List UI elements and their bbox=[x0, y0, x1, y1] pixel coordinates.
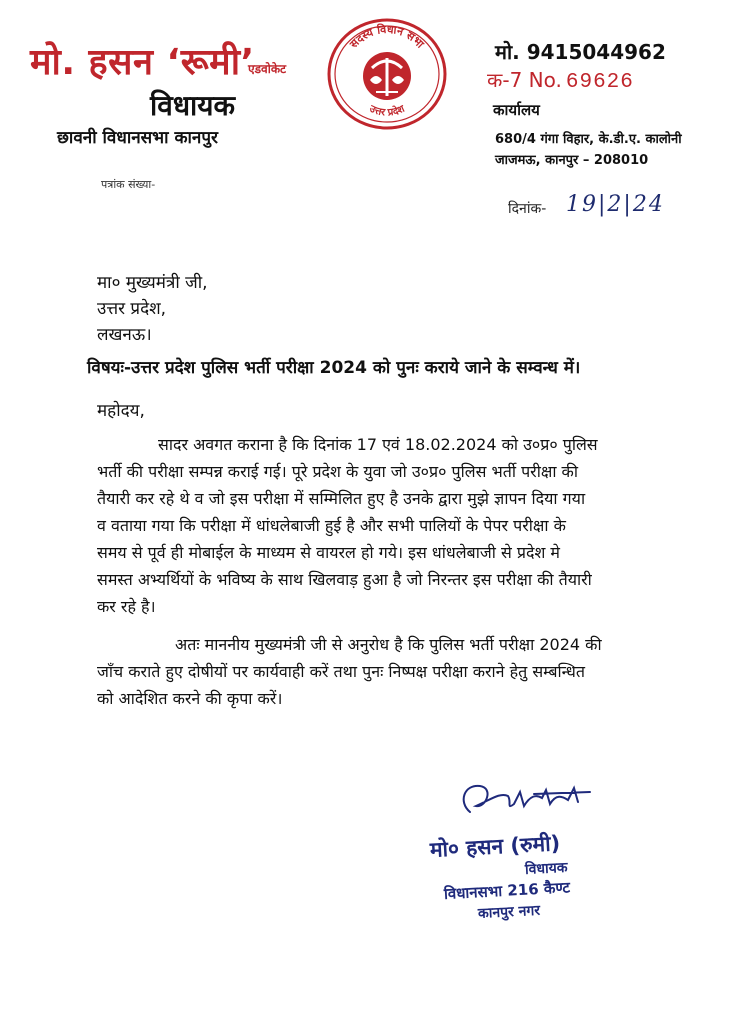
letterhead-office-label: कार्यालय bbox=[493, 101, 540, 119]
svg-text:उत्तर प्रदेश bbox=[367, 103, 408, 119]
up-emblem-icon bbox=[326, 18, 448, 130]
reg-number: 69626 bbox=[565, 71, 634, 94]
recipient-line1: मा० मुख्यमंत्री जी, bbox=[97, 273, 208, 293]
recipient-line2: उत्तर प्रदेश, bbox=[97, 299, 167, 319]
letterhead-constituency: छावनी विधानसभा कानपुर bbox=[57, 128, 218, 148]
reference-number-label: पत्रांक संख्या- bbox=[101, 178, 156, 191]
letter-subject: विषयः-उत्तर प्रदेश पुलिस भर्ती परीक्षा 2024 को पुनः कराये जाने के सम्वन्ध में। bbox=[87, 358, 581, 378]
paragraph1-line: व वताया गया कि परीक्षा में धांधलेबाजी हुई है और सभी पालियों के पेपर परीक्षा के bbox=[97, 516, 566, 535]
stamp-city: कानपुर नगर bbox=[477, 902, 541, 922]
emblem-text-bottom: उत्तर प्रदेश bbox=[367, 103, 407, 119]
letterhead-mobile: मो. 9415044962 bbox=[495, 40, 666, 64]
salutation: महोदय, bbox=[97, 401, 145, 421]
emblem-text-top: सदस्य विधान सभा bbox=[347, 22, 427, 51]
letterhead-address-line1: 680/4 गंगा विहार, के.डी.ए. कालोनी bbox=[495, 132, 682, 147]
letterhead-title: विधायक bbox=[150, 89, 236, 122]
paragraph1-line: तैयारी कर रहे थे व जो इस परीक्षा में सम्मिलित हुए है उनके द्वारा मुझे ज्ञापन दिया गया bbox=[97, 489, 586, 508]
stamp-constituency: विधानसभा 216 कैण्ट bbox=[443, 878, 571, 903]
paragraph1-line: कर रहे है। bbox=[97, 597, 156, 616]
date-label: दिनांक- bbox=[508, 201, 547, 217]
paragraph2-line: अतः माननीय मुख्यमंत्री जी से अनुरोध है कि पुलिस भर्ती परीक्षा 2024 की bbox=[175, 635, 602, 654]
paragraph1-line: समय से पूर्व ही मोबाईल के माध्यम से वायरल हो गये। इस धांधलेबाजी से प्रदेश मे bbox=[97, 543, 560, 562]
letterhead-reg-no bbox=[487, 66, 634, 94]
reg-prefix: क-7 No. bbox=[487, 68, 562, 92]
paragraph2-line: जाँच कराते हुए दोषीयों पर कार्यवाही करें तथा पुनः निष्पक्ष परीक्षा कराने हेतु सम्बन्धित bbox=[97, 662, 586, 681]
stamp-name: मो० हसन (रुमी) bbox=[429, 831, 561, 862]
letterhead-name: मो. हसन ‘रूमी’ bbox=[30, 42, 255, 83]
handwritten-signature bbox=[450, 772, 600, 834]
date-value-handwritten: 19|2|24 bbox=[566, 192, 665, 217]
paragraph1-line: समस्त अभ्यर्थियों के भविष्य के साथ खिलवाड़ हुआ है जो निरन्तर इस परीक्षा की तैयारी bbox=[97, 570, 592, 589]
stamp-title: विधायक bbox=[524, 859, 568, 878]
letterhead-profession: एडवोकेट bbox=[248, 62, 287, 76]
paragraph1-line: भर्ती की परीक्षा सम्पन्न कराई गई। पूरे प्रदेश के युवा जो उ०प्र० पुलिस भर्ती परीक्षा की bbox=[97, 462, 578, 481]
recipient-line3: लखनऊ। bbox=[97, 325, 152, 345]
letterhead-address-line2: जाजमऊ, कानपुर – 208010 bbox=[495, 153, 649, 168]
paragraph2-line: को आदेशित करने की कृपा करें। bbox=[97, 689, 283, 708]
paragraph1-line: सादर अवगत कराना है कि दिनांक 17 एवं 18.02.2024 को उ०प्र० पुलिस bbox=[158, 435, 598, 454]
